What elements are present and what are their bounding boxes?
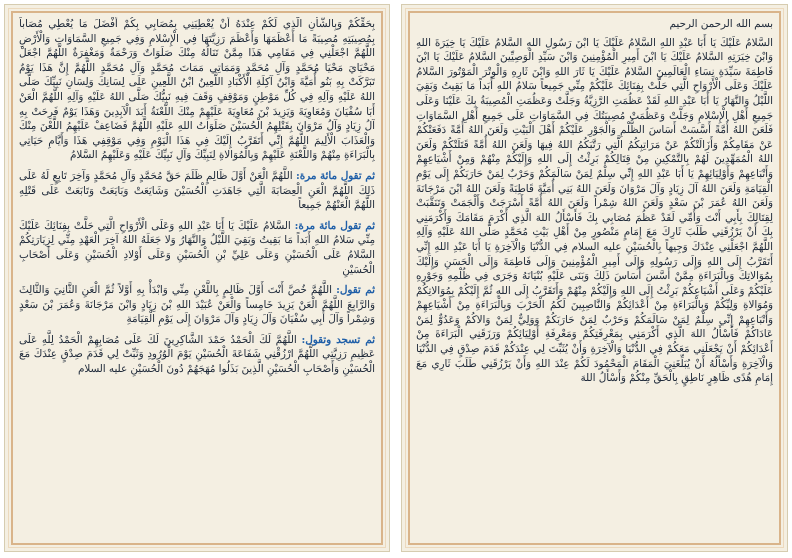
- section-1: [19, 169, 375, 213]
- section-3: [19, 283, 375, 327]
- section-2-label: ثم تقول مائة مرة:: [294, 219, 375, 232]
- intro-paragraph: بِحَقِّكُمْ وَبِالشَّأْنِ الَّذِي لَكُمْ عِنْدَهُ أَنْ يُعْطِيَنِي بِمُصَابِي بِكُمْ أَفْضَلَ مَا يُعْطِي مُصَاباً بِمُصِيبَتِهِ مُصِيبَةً مَا أَعْظَمَهَا وَأَعْظَمَ رَزِيَّتَهَا فِي الْإِسْلامِ وَفِي جَمِيعِ السَّمَاوَاتِ وَالْأَرْضِ اللَّهُمَّ اجْعَلْنِي فِي مَقَامِي هَذَا مِمَّنْ تَنَالُهُ مِنْكَ صَلَوَاتٌ وَرَحْمَةٌ وَمَغْفِرَةٌ اللَّهُمَّ اجْعَلْ مَحْيَايَ مَحْيَا مُحَمَّدٍ وَآلِ مُحَمَّدٍ وَمَمَاتِي مَمَاتَ مُحَمَّدٍ وَآلِ مُحَمَّدٍ اللَّهُمَّ إِنَّ هَذَا يَوْمٌ تَبَرَّكَتْ بِهِ بَنُو أُمَيَّةَ وَابْنُ آكِلَةِ الْأَكْبَادِ اللَّعِينُ ابْنُ اللَّعِينِ عَلَى لِسَانِكَ وَلِسَانِ نَبِيِّكَ صَلَّى اللهُ عَلَيْهِ وَآلِهِ فِي كُلِّ مَوْطِنٍ وَمَوْقِفٍ وَقَفَ فِيهِ نَبِيُّكَ صَلَّى اللهُ عَلَيْهِ وَآلِهِ اللَّهُمَّ الْعَنْ أَبَا سُفْيَانَ وَمُعَاوِيَةَ وَيَزِيدَ بْنَ مُعَاوِيَةَ عَلَيْهِمْ مِنْكَ اللَّعْنَةُ أَبَدَ الْآبِدِينَ وَهَذَا يَوْمٌ فَرِحَتْ بِهِ آلُ زِيَادٍ وَآلُ مَرْوَانَ بِقَتْلِهِمُ الْحُسَيْنَ صَلَوَاتُ اللهِ عَلَيْهِ اللَّهُمَّ فَضَاعِفْ عَلَيْهِمُ اللَّعْنَ مِنْكَ وَالْعَذَابَ الْأَلِيمَ اللَّهُمَّ إِنِّي أَتَقَرَّبُ إِلَيْكَ فِي هَذَا الْيَوْمِ وَفِي مَوْقِفِي هَذَا وَأَيَّامِ حَيَاتِي بِالْبَرَاءَةِ مِنْهُمْ وَاللَّعْنَةِ عَلَيْهِمْ وَبِالْمُوَالاةِ لِنَبِيِّكَ وَآلِ نَبِيِّكَ عَلَيْهِ وَعَلَيْهِمُ السَّلامُ: [19, 18, 375, 162]
- basmala-heading: بسم الله الرحمن الرحيم: [669, 18, 773, 30]
- section-1-label: ثم تقول مائة مرة:: [295, 169, 375, 182]
- section-4: [19, 333, 375, 377]
- section-2-text: السَّلامُ عَلَيْكَ يَا أَبَا عَبْدِ اللهِ وَعَلَى الْأَرْوَاحِ الَّتِي حَلَّتْ بِفِنَائِكَ عَلَيْكَ مِنِّي سَلامُ اللهِ أَبَداً مَا بَقِيتُ وَبَقِيَ اللَّيْلُ وَالنَّهَارُ وَلا جَعَلَهُ اللهُ آخِرَ الْعَهْدِ مِنِّي لِزِيَارَتِكُمْ السَّلامُ عَلَى الْحُسَيْنِ وَعَلَى عَلِيِّ بْنِ الْحُسَيْنِ وَعَلَى أَوْلادِ الْحُسَيْنِ وَعَلَى أَصْحَابِ الْحُسَيْنِ: [19, 219, 375, 276]
- section-3-label: ثم تقول:: [336, 284, 375, 297]
- section-2: [19, 219, 375, 277]
- right-page-text: [416, 17, 773, 539]
- ziyarat-paragraph: السَّلامُ عَلَيْكَ يَا أَبَا عَبْدِ اللهِ السَّلامُ عَلَيْكَ يَا ابْنَ رَسُولِ اللهِ السَّلامُ عَلَيْكَ يَا خِيَرَةَ اللهِ وَابْنَ خِيَرَتِهِ السَّلامُ عَلَيْكَ يَا ابْنَ أَمِيرِ الْمُؤْمِنِينَ وَابْنَ سَيِّدِ الْوَصِيِّينَ السَّلامُ عَلَيْكَ يَا ابْنَ فَاطِمَةَ سَيِّدَةِ نِسَاءِ الْعَالَمِينَ السَّلامُ عَلَيْكَ يَا ثَارَ اللهِ وَابْنَ ثَارِهِ وَالْوِتْرَ الْمَوْتُورَ السَّلامُ عَلَيْكَ وَعَلَى الْأَرْوَاحِ الَّتِي حَلَّتْ بِفِنَائِكَ عَلَيْكُمْ مِنِّي جَمِيعاً سَلامُ اللهِ أَبَداً مَا بَقِيتُ وَبَقِيَ اللَّيْلُ وَالنَّهَارُ يَا أَبَا عَبْدِ اللهِ لَقَدْ عَظُمَتِ الرَّزِيَّةُ وَجَلَّتْ وَعَظُمَتِ الْمُصِيبَةُ بِكَ عَلَيْنَا وَعَلَى جَمِيعِ أَهْلِ الْإِسْلامِ وَجَلَّتْ وَعَظُمَتْ مُصِيبَتُكَ فِي السَّمَاوَاتِ عَلَى جَمِيعِ أَهْلِ السَّمَاوَاتِ فَلَعَنَ اللهُ أُمَّةً أَسَّسَتْ أَسَاسَ الظُّلْمِ وَالْجَوْرِ عَلَيْكُمْ أَهْلَ الْبَيْتِ وَلَعَنَ اللهُ أُمَّةً دَفَعَتْكُمْ عَنْ مَقَامِكُمْ وَأَزَالَتْكُمْ عَنْ مَرَاتِبِكُمُ الَّتِي رَتَّبَكُمُ اللهُ فِيهَا وَلَعَنَ اللهُ أُمَّةً قَتَلَتْكُمْ وَلَعَنَ اللهُ الْمُمَهِّدِينَ لَهُمْ بِالتَّمْكِينِ مِنْ قِتَالِكُمْ بَرِئْتُ إِلَى اللهِ وَإِلَيْكُمْ مِنْهُمْ وَمِنْ أَشْيَاعِهِمْ وَأَتْبَاعِهِمْ وَأَوْلِيَائِهِمْ يَا أَبَا عَبْدِ اللهِ إِنِّي سِلْمٌ لِمَنْ سَالَمَكُمْ وَحَرْبٌ لِمَنْ حَارَبَكُمْ إِلَى يَوْمِ الْقِيَامَةِ وَلَعَنَ اللهُ آلَ زِيَادٍ وَآلَ مَرْوَانَ وَلَعَنَ اللهُ بَنِي أُمَيَّةَ قَاطِبَةً وَلَعَنَ اللهُ ابْنَ مَرْجَانَةَ وَلَعَنَ اللهُ عُمَرَ بْنَ سَعْدٍ وَلَعَنَ اللهُ شِمْراً وَلَعَنَ اللهُ أُمَّةً أَسْرَجَتْ وَأَلْجَمَتْ وَتَنَقَّبَتْ لِقِتَالِكَ بِأَبِي أَنْتَ وَأُمِّي لَقَدْ عَظُمَ مُصَابِي بِكَ فَأَسْأَلُ اللهَ الَّذِي أَكْرَمَ مَقَامَكَ وَأَكْرَمَنِي بِكَ أَنْ يَرْزُقَنِي طَلَبَ ثَارِكَ مَعَ إِمَامٍ مَنْصُورٍ مِنْ أَهْلِ بَيْتِ مُحَمَّدٍ صَلَّى اللهُ عَلَيْهِ وَآلِهِ اللَّهُمَّ اجْعَلْنِي عِنْدَكَ وَجِيهاً بِالْحُسَيْنِ عليه السلام فِي الدُّنْيَا وَالْآخِرَةِ يَا أَبَا عَبْدِ اللهِ إِنِّي أَتَقَرَّبُ إِلَى اللهِ وَإِلَى رَسُولِهِ وَإِلَى أَمِيرِ الْمُؤْمِنِينَ وَإِلَى فَاطِمَةَ وَإِلَى الْحَسَنِ وَإِلَيْكَ بِمُوَالاتِكَ وَبِالْبَرَاءَةِ مِمَّنْ أَسَّسَ أَسَاسَ ذَلِكَ وَبَنَى عَلَيْهِ بُنْيَانَهُ وَجَرَى فِي ظُلْمِهِ وَجَوْرِهِ عَلَيْكُمْ وَعَلَى أَشْيَاعِكُمْ بَرِئْتُ إِلَى اللهِ وَإِلَيْكُمْ مِنْهُمْ وَأَتَقَرَّبُ إِلَى اللهِ ثُمَّ إِلَيْكُمْ بِمُوَالاتِكُمْ وَمُوَالاةِ وَلِيِّكُمْ وَبِالْبَرَاءَةِ مِنْ أَعْدَائِكُمْ وَالنَّاصِبِينَ لَكُمُ الْحَرْبَ وَبِالْبَرَاءَةِ مِنْ أَشْيَاعِهِمْ وَأَتْبَاعِهِمْ إِنِّي سِلْمٌ لِمَنْ سَالَمَكُمْ وَحَرْبٌ لِمَنْ حَارَبَكُمْ وَوَلِيٌّ لِمَنْ وَالاكُمْ وَعَدُوٌّ لِمَنْ عَادَاكُمْ فَأَسْأَلُ اللهَ الَّذِي أَكْرَمَنِي بِمَعْرِفَتِكُمْ وَمَعْرِفَةِ أَوْلِيَائِكُمْ وَرَزَقَنِي الْبَرَاءَةَ مِنْ أَعْدَائِكُمْ أَنْ يَجْعَلَنِي مَعَكُمْ فِي الدُّنْيَا وَالْآخِرَةِ وَأَنْ يُثَبِّتَ لِي عِنْدَكُمْ قَدَمَ صِدْقٍ فِي الدُّنْيَا وَالْآخِرَةِ وَأَسْأَلُهُ أَنْ يُبَلِّغَنِيَ الْمَقَامَ الْمَحْمُودَ لَكُمْ عِنْدَ اللهِ وَأَنْ يَرْزُقَنِي طَلَبَ ثَارِي مَعَ إِمَامِ هُدًى ظَاهِرٍ نَاطِقٍ بِالْحَقِّ مِنْكُمْ وَأَسْأَلُ اللهَ: [416, 36, 773, 385]
- left-page: [4, 4, 390, 552]
- right-page: [401, 4, 788, 552]
- section-4-text: اللَّهُمَّ لَكَ الْحَمْدُ حَمْدَ الشَّاكِرِينَ لَكَ عَلَى مُصَابِهِمْ الْحَمْدُ لِلَّهِ عَلَى عَظِيمِ رَزِيَّتِي اللَّهُمَّ ارْزُقْنِي شَفَاعَةَ الْحُسَيْنِ يَوْمَ الْوُرُودِ وَثَبِّتْ لِي قَدَمَ صِدْقٍ عِنْدَكَ مَعَ الْحُسَيْنِ وَأَصْحَابِ الْحُسَيْنِ الَّذِينَ بَذَلُوا مُهَجَهُمْ دُونَ الْحُسَيْنِ عليه السلام: [19, 333, 375, 376]
- left-page-text: [19, 17, 375, 539]
- section-4-label: ثم تسجد وتقول:: [301, 333, 375, 346]
- section-3-text: اللَّهُمَّ خُصَّ أَنْتَ أَوَّلَ ظَالِمٍ بِاللَّعْنِ مِنِّي وَابْدَأْ بِهِ أَوَّلاً ثُمَّ الْعَنِ الثَّانِيَ وَالثَّالِثَ وَالرَّابِعَ اللَّهُمَّ الْعَنْ يَزِيدَ خَامِساً وَالْعَنْ عُبَيْدَ اللهِ بْنَ زِيَادٍ وَابْنَ مَرْجَانَةَ وَعُمَرَ بْنَ سَعْدٍ وَشِمْراً وَآلَ أَبِي سُفْيَانَ وَآلَ زِيَادٍ وَآلَ مَرْوَانَ إِلَى يَوْمِ الْقِيَامَةِ: [19, 284, 375, 326]
- section-1-text: اللَّهُمَّ الْعَنْ أَوَّلَ ظَالِمٍ ظَلَمَ حَقَّ مُحَمَّدٍ وَآلِ مُحَمَّدٍ وَآخِرَ تَابِعٍ لَهُ عَلَى ذَلِكَ اللَّهُمَّ الْعَنِ الْعِصَابَةَ الَّتِي جَاهَدَتِ الْحُسَيْنَ وَشَايَعَتْ وَبَايَعَتْ وَتَابَعَتْ عَلَى قَتْلِهِ اللَّهُمَّ الْعَنْهُمْ جَمِيعاً: [19, 169, 375, 212]
